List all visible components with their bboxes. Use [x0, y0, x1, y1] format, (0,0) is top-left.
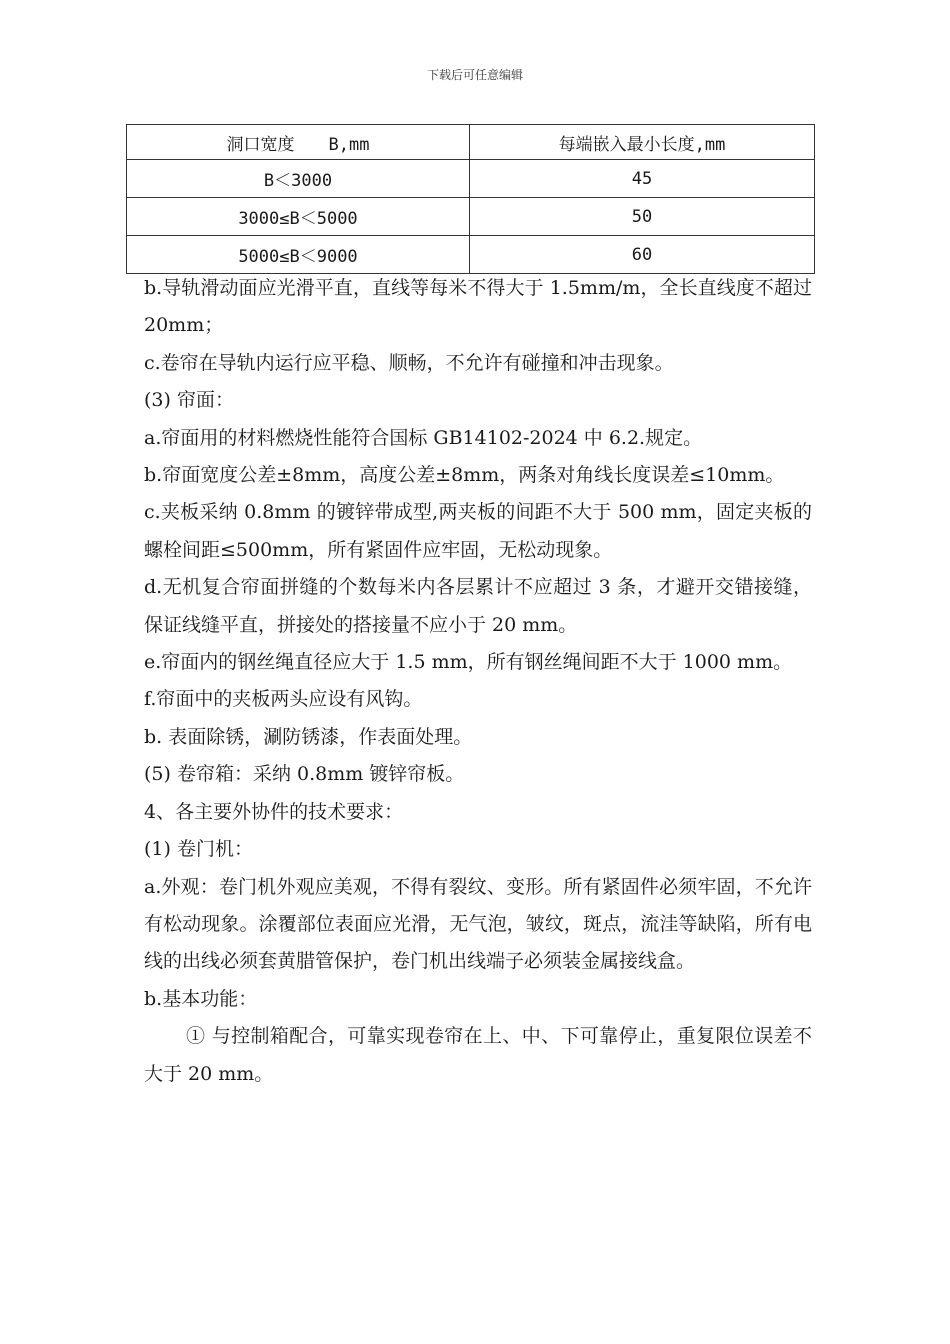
table-cell: 5000≤B＜9000: [127, 236, 470, 274]
paragraph-basic-function: b.基本功能：: [144, 987, 258, 1010]
document-body: [144, 270, 812, 1093]
section-heading-curtain-surface: (3) 帘面：: [144, 389, 234, 412]
paragraph-wire-rope: e.帘面内的钢丝绳直径应大于 1.5 mm，所有钢丝绳间距不大于 1000 mm。: [144, 651, 793, 674]
paragraph-material-burning: a.帘面用的材料燃烧性能符合国标 GB14102-2024 中 6.2.规定。: [144, 426, 703, 449]
table-header-cell: 洞口宽度 B,mm: [127, 125, 470, 160]
paragraph-clamp-plate: c.夹板采纳 0.8mm 的镀锌带成型,两夹板的间距不大于 500 mm，固定夹板的螺栓间距≤500mm，所有紧固件应牢固，无松动现象。: [144, 501, 812, 561]
table-row: [127, 236, 815, 274]
embed-length-table: [126, 124, 815, 274]
paragraph-seams: d.无机复合帘面拼缝的个数每米内各层累计不应超过 3 条，才避开交错接缝，保证线缝平直，拼接处的搭接量不应小于 20 mm。: [144, 576, 812, 636]
paragraph-guide-rail-flatness: b.导轨滑动面应光滑平直，直线等每米不得大于 1.5mm/m，全长直线度不超过 20mm；: [144, 277, 812, 337]
table-row: [127, 160, 815, 198]
paragraph-wind-hook: f.帘面中的夹板两头应设有风钩。: [144, 688, 423, 711]
table-cell: 50: [470, 198, 815, 236]
paragraph-curtain-running: c.卷帘在导轨内运行应平稳、顺畅，不允许有碰撞和冲击现象。: [144, 351, 674, 374]
section-heading-door-motor: (1) 卷门机：: [144, 838, 253, 861]
table-cell: 45: [470, 160, 815, 198]
section-heading-outsourced-parts: 4、各主要外协件的技术要求：: [144, 800, 404, 823]
table-header-cell: 每端嵌入最小长度,mm: [470, 125, 815, 160]
table-cell: 3000≤B＜5000: [127, 198, 470, 236]
table-cell: B＜3000: [127, 160, 470, 198]
paragraph-surface-treatment: b. 表面除锈，涮防锈漆，作表面处理。: [144, 725, 473, 748]
paragraph-limit-stop: ① 与控制箱配合，可靠实现卷帘在上、中、下可靠停止，重复限位误差不大于 20 mm。: [144, 1025, 812, 1085]
paragraph-appearance: a.外观：卷门机外观应美观，不得有裂纹、变形。所有紧固件必须牢固，不允许有松动现象。涂覆部位表面应光滑，无气泡，皱纹，斑点，流洼等缺陷，所有电线的出线必须套黄腊管保护，卷门机出线端子必须装金属接线盒。: [144, 875, 812, 973]
table-cell: 60: [470, 236, 815, 274]
paragraph-curtain-box: (5) 卷帘箱：采纳 0.8mm 镀锌帘板。: [144, 763, 465, 786]
paragraph-tolerance: b.帘面宽度公差±8mm，高度公差±8mm，两条对角线长度误差≤10mm。: [144, 464, 785, 487]
page-header: 下载后可任意编辑: [426, 68, 523, 82]
table-row: [127, 198, 815, 236]
table-header-row: [127, 125, 815, 160]
